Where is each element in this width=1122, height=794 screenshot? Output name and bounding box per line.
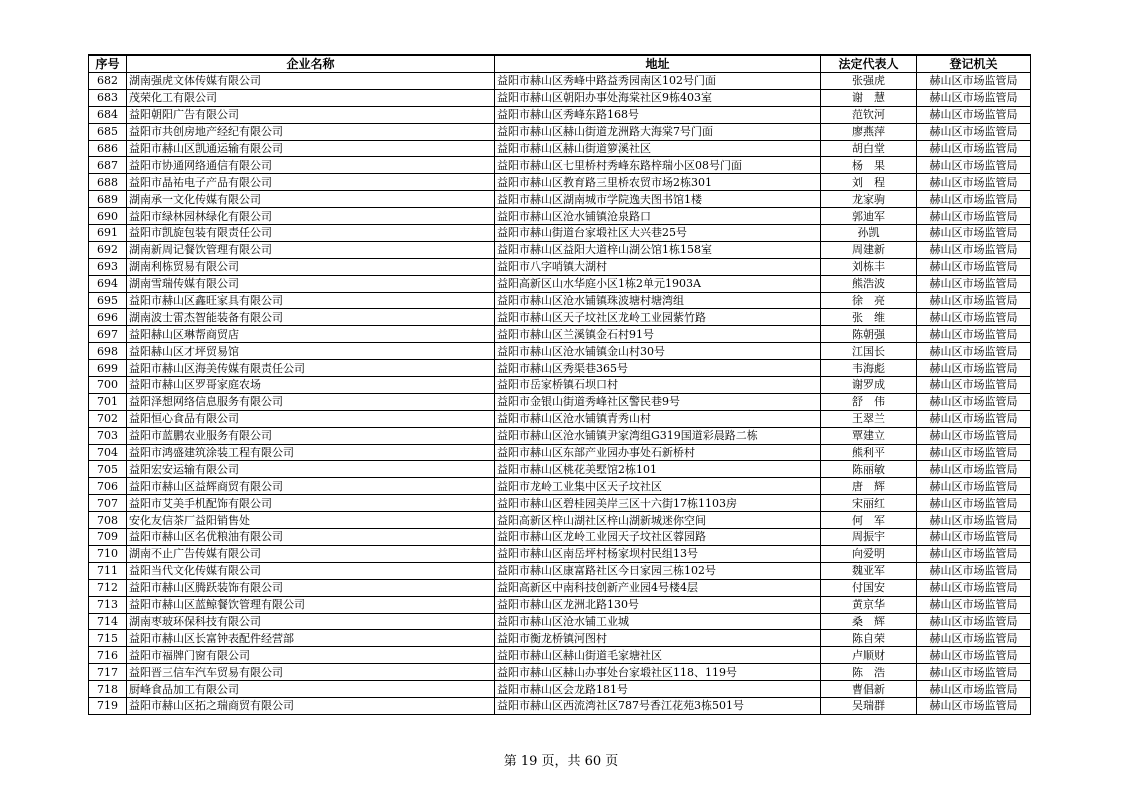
table-row [89, 512, 1031, 529]
company-name-cell: 湖南不止广告传媒有限公司 [127, 545, 495, 562]
serial-cell: 682 [89, 73, 127, 90]
table-row [89, 562, 1031, 579]
authority-cell: 赫山区市场监管局 [917, 191, 1031, 208]
authority-cell: 赫山区市场监管局 [917, 697, 1031, 714]
serial-cell: 697 [89, 326, 127, 343]
authority-cell: 赫山区市场监管局 [917, 241, 1031, 258]
serial-cell: 693 [89, 258, 127, 275]
legal-rep-cell: 桑 辉 [821, 613, 917, 630]
header-row [89, 55, 1031, 73]
serial-cell: 718 [89, 681, 127, 698]
table-row [89, 174, 1031, 191]
authority-cell: 赫山区市场监管局 [917, 393, 1031, 410]
legal-rep-cell: 魏亚军 [821, 562, 917, 579]
company-name-cell: 益阳泽想网络信息服务有限公司 [127, 393, 495, 410]
legal-rep-cell: 黄京华 [821, 596, 917, 613]
table-row [89, 377, 1031, 394]
legal-rep-cell: 唐 辉 [821, 478, 917, 495]
serial-cell: 710 [89, 545, 127, 562]
serial-cell: 688 [89, 174, 127, 191]
legal-rep-cell: 刘栋丰 [821, 258, 917, 275]
authority-cell: 赫山区市场监管局 [917, 89, 1031, 106]
address-cell: 益阳市衡龙桥镇河图村 [495, 630, 821, 647]
legal-rep-cell: 王翠兰 [821, 410, 917, 427]
table-row [89, 545, 1031, 562]
legal-rep-cell: 谢 慧 [821, 89, 917, 106]
header-serial: 序号 [89, 55, 127, 73]
table-row [89, 461, 1031, 478]
legal-rep-cell: 曹倡新 [821, 681, 917, 698]
company-name-cell: 益阳市协通网络通信有限公司 [127, 157, 495, 174]
authority-cell: 赫山区市场监管局 [917, 73, 1031, 90]
table-row [89, 89, 1031, 106]
serial-cell: 699 [89, 360, 127, 377]
legal-rep-cell: 龙家驹 [821, 191, 917, 208]
authority-cell: 赫山区市场监管局 [917, 377, 1031, 394]
table-row [89, 478, 1031, 495]
table-row [89, 309, 1031, 326]
serial-cell: 691 [89, 225, 127, 242]
address-cell: 益阳市金银山街道秀峰社区警民巷9号 [495, 393, 821, 410]
company-name-cell: 益阳市赫山区蓝鲸餐饮管理有限公司 [127, 596, 495, 613]
legal-rep-cell: 廖燕萍 [821, 123, 917, 140]
serial-cell: 698 [89, 343, 127, 360]
legal-rep-cell: 何 军 [821, 512, 917, 529]
legal-rep-cell: 张强虎 [821, 73, 917, 90]
company-name-cell: 茂荣化工有限公司 [127, 89, 495, 106]
table-row [89, 123, 1031, 140]
table-row [89, 73, 1031, 90]
authority-cell: 赫山区市场监管局 [917, 225, 1031, 242]
company-name-cell: 湖南新周记餐饮管理有限公司 [127, 241, 495, 258]
address-cell: 益阳市赫山区赫山街道箩溪社区 [495, 140, 821, 157]
authority-cell: 赫山区市场监管局 [917, 343, 1031, 360]
legal-rep-cell: 熊浩波 [821, 275, 917, 292]
company-name-cell: 益阳市福牌门窗有限公司 [127, 647, 495, 664]
table-row [89, 647, 1031, 664]
table-row [89, 326, 1031, 343]
address-cell: 益阳市赫山区天子坟社区龙岭工业园紫竹路 [495, 309, 821, 326]
legal-rep-cell: 陈自荣 [821, 630, 917, 647]
authority-cell: 赫山区市场监管局 [917, 461, 1031, 478]
company-name-cell: 益阳市赫山区腾跃装饰有限公司 [127, 579, 495, 596]
address-cell: 益阳高新区中南科技创新产业园4号楼4层 [495, 579, 821, 596]
company-name-cell: 益阳赫山区琳帮商贸店 [127, 326, 495, 343]
legal-rep-cell: 覃建立 [821, 427, 917, 444]
serial-cell: 717 [89, 664, 127, 681]
serial-cell: 713 [89, 596, 127, 613]
authority-cell: 赫山区市场监管局 [917, 630, 1031, 647]
company-name-cell: 益阳恒心食品有限公司 [127, 410, 495, 427]
legal-rep-cell: 向爱明 [821, 545, 917, 562]
table-row [89, 157, 1031, 174]
authority-cell: 赫山区市场监管局 [917, 410, 1031, 427]
table-row [89, 343, 1031, 360]
address-cell: 益阳市赫山区沧水铺工业城 [495, 613, 821, 630]
serial-cell: 684 [89, 106, 127, 123]
legal-rep-cell: 陈朝强 [821, 326, 917, 343]
address-cell: 益阳市赫山区西流湾社区787号香江花苑3栋501号 [495, 697, 821, 714]
company-name-cell: 益阳市赫山区益辉商贸有限公司 [127, 478, 495, 495]
company-name-cell: 益阳市赫山区罗哥家庭农场 [127, 377, 495, 394]
legal-rep-cell: 陈 浩 [821, 664, 917, 681]
company-name-cell: 益阳市赫山区海美传媒有限责任公司 [127, 360, 495, 377]
address-cell: 益阳市赫山区沧水铺镇尹家湾组G319国道彩晨路二栋 [495, 427, 821, 444]
table-row [89, 664, 1031, 681]
table-row [89, 529, 1031, 546]
company-name-cell: 益阳市赫山区拓之瑞商贸有限公司 [127, 697, 495, 714]
serial-cell: 719 [89, 697, 127, 714]
company-name-cell: 益阳当代文化传媒有限公司 [127, 562, 495, 579]
address-cell: 益阳市赫山区康富路社区今日家园三栋102号 [495, 562, 821, 579]
company-name-cell: 湖南枣玻环保科技有限公司 [127, 613, 495, 630]
address-cell: 益阳市岳家桥镇石坝口村 [495, 377, 821, 394]
authority-cell: 赫山区市场监管局 [917, 275, 1031, 292]
address-cell: 益阳市龙岭工业集中区天子坟社区 [495, 478, 821, 495]
serial-cell: 707 [89, 495, 127, 512]
serial-cell: 702 [89, 410, 127, 427]
authority-cell: 赫山区市场监管局 [917, 495, 1031, 512]
serial-cell: 689 [89, 191, 127, 208]
table-row [89, 410, 1031, 427]
authority-cell: 赫山区市场监管局 [917, 596, 1031, 613]
company-name-cell: 益阳市赫山区凯通运输有限公司 [127, 140, 495, 157]
authority-cell: 赫山区市场监管局 [917, 326, 1031, 343]
authority-cell: 赫山区市场监管局 [917, 157, 1031, 174]
address-cell: 益阳市赫山区沧水铺镇青秀山村 [495, 410, 821, 427]
company-name-cell: 益阳市晶祐电子产品有限公司 [127, 174, 495, 191]
table-row [89, 681, 1031, 698]
serial-cell: 683 [89, 89, 127, 106]
address-cell: 益阳市赫山区会龙路181号 [495, 681, 821, 698]
address-cell: 益阳市赫山区龙岭工业园天子坟社区蓉园路 [495, 529, 821, 546]
serial-cell: 711 [89, 562, 127, 579]
address-cell: 益阳市赫山区南岳坪村杨家坝村民组13号 [495, 545, 821, 562]
serial-cell: 708 [89, 512, 127, 529]
legal-rep-cell: 卢顺财 [821, 647, 917, 664]
legal-rep-cell: 熊利平 [821, 444, 917, 461]
address-cell: 益阳市八字哨镇大湖村 [495, 258, 821, 275]
company-name-cell: 湖南雪瑞传媒有限公司 [127, 275, 495, 292]
table-row [89, 613, 1031, 630]
legal-rep-cell: 舒 伟 [821, 393, 917, 410]
serial-cell: 692 [89, 241, 127, 258]
table-row [89, 292, 1031, 309]
company-name-cell: 湖南波士雷杰智能装备有限公司 [127, 309, 495, 326]
serial-cell: 712 [89, 579, 127, 596]
address-cell: 益阳高新区梓山湖社区梓山湖新城迷你空间 [495, 512, 821, 529]
authority-cell: 赫山区市场监管局 [917, 174, 1031, 191]
company-name-cell: 益阳市赫山区名优粮油有限公司 [127, 529, 495, 546]
company-name-cell: 益阳市艾美手机配饰有限公司 [127, 495, 495, 512]
company-name-cell: 湖南利栋贸易有限公司 [127, 258, 495, 275]
address-cell: 益阳市赫山区沧水铺镇沧泉路口 [495, 208, 821, 225]
serial-cell: 703 [89, 427, 127, 444]
address-cell: 益阳高新区山水华庭小区1栋2单元1903A [495, 275, 821, 292]
company-name-cell: 益阳市赫山区长富钟表配件经营部 [127, 630, 495, 647]
table-row [89, 258, 1031, 275]
table-row [89, 360, 1031, 377]
company-name-cell: 益阳朝阳广告有限公司 [127, 106, 495, 123]
legal-rep-cell: 陈丽敏 [821, 461, 917, 478]
company-name-cell: 湖南强虎文体传媒有限公司 [127, 73, 495, 90]
serial-cell: 714 [89, 613, 127, 630]
company-name-cell: 湖南承一文化传媒有限公司 [127, 191, 495, 208]
address-cell: 益阳市赫山区赫山街道毛家塘社区 [495, 647, 821, 664]
authority-cell: 赫山区市场监管局 [917, 478, 1031, 495]
address-cell: 益阳市赫山区秀峰中路益秀园南区102号门面 [495, 73, 821, 90]
serial-cell: 715 [89, 630, 127, 647]
legal-rep-cell: 范钦河 [821, 106, 917, 123]
address-cell: 益阳市赫山街道台家塅社区大兴巷25号 [495, 225, 821, 242]
legal-rep-cell: 江国长 [821, 343, 917, 360]
address-cell: 益阳市赫山区教育路三里桥农贸市场2栋301 [495, 174, 821, 191]
authority-cell: 赫山区市场监管局 [917, 427, 1031, 444]
serial-cell: 685 [89, 123, 127, 140]
company-name-cell: 益阳市绿林园林绿化有限公司 [127, 208, 495, 225]
header-company-name: 企业名称 [127, 55, 495, 73]
table-row [89, 275, 1031, 292]
legal-rep-cell: 胡白堂 [821, 140, 917, 157]
company-name-cell: 益阳晋三信车汽车贸易有限公司 [127, 664, 495, 681]
address-cell: 益阳市赫山区益阳大道梓山湖公馆1栋158室 [495, 241, 821, 258]
legal-rep-cell: 徐 亮 [821, 292, 917, 309]
table-row [89, 191, 1031, 208]
authority-cell: 赫山区市场监管局 [917, 647, 1031, 664]
legal-rep-cell: 刘 程 [821, 174, 917, 191]
address-cell: 益阳市赫山区东部产业园办事处石新桥村 [495, 444, 821, 461]
authority-cell: 赫山区市场监管局 [917, 512, 1031, 529]
authority-cell: 赫山区市场监管局 [917, 140, 1031, 157]
table-header [89, 55, 1031, 73]
authority-cell: 赫山区市场监管局 [917, 681, 1031, 698]
address-cell: 益阳市赫山区沧水铺镇金山村30号 [495, 343, 821, 360]
address-cell: 益阳市赫山区沧水铺镇珠波塘村塘湾组 [495, 292, 821, 309]
address-cell: 益阳市赫山区龙洲北路130号 [495, 596, 821, 613]
table-row [89, 444, 1031, 461]
legal-rep-cell: 周振宇 [821, 529, 917, 546]
serial-cell: 686 [89, 140, 127, 157]
header-authority: 登记机关 [917, 55, 1031, 73]
company-name-cell: 益阳宏安运输有限公司 [127, 461, 495, 478]
table-row [89, 208, 1031, 225]
legal-rep-cell: 韦海彪 [821, 360, 917, 377]
table-row [89, 697, 1031, 714]
authority-cell: 赫山区市场监管局 [917, 562, 1031, 579]
address-cell: 益阳市赫山区朝阳办事处海棠社区9栋403室 [495, 89, 821, 106]
header-address: 地址 [495, 55, 821, 73]
serial-cell: 701 [89, 393, 127, 410]
table-row [89, 106, 1031, 123]
legal-rep-cell: 杨 果 [821, 157, 917, 174]
authority-cell: 赫山区市场监管局 [917, 292, 1031, 309]
authority-cell: 赫山区市场监管局 [917, 309, 1031, 326]
authority-cell: 赫山区市场监管局 [917, 529, 1031, 546]
authority-cell: 赫山区市场监管局 [917, 106, 1031, 123]
serial-cell: 704 [89, 444, 127, 461]
legal-rep-cell: 周建新 [821, 241, 917, 258]
legal-rep-cell: 吴瑞群 [821, 697, 917, 714]
company-name-cell: 益阳市凯旋包装有限责任公司 [127, 225, 495, 242]
serial-cell: 687 [89, 157, 127, 174]
page-number: 第 19 页，共 60 页 [503, 754, 619, 769]
address-cell: 益阳市赫山区秀峰东路168号 [495, 106, 821, 123]
company-name-cell: 益阳市蓝鹏农业服务有限公司 [127, 427, 495, 444]
header-legal-rep: 法定代表人 [821, 55, 917, 73]
address-cell: 益阳市赫山区桃花美墅馆2栋101 [495, 461, 821, 478]
address-cell: 益阳市赫山区碧桂园美岸三区十六街17栋1103房 [495, 495, 821, 512]
serial-cell: 694 [89, 275, 127, 292]
address-cell: 益阳市赫山区赫山街道龙洲路大海棠7号门面 [495, 123, 821, 140]
company-name-cell: 益阳赫山区才坪贸易馆 [127, 343, 495, 360]
table-row [89, 495, 1031, 512]
legal-rep-cell: 付国安 [821, 579, 917, 596]
table-row [89, 393, 1031, 410]
table-row [89, 630, 1031, 647]
legal-rep-cell: 郭迪军 [821, 208, 917, 225]
address-cell: 益阳市赫山区湖南城市学院逸夫图书馆1楼 [495, 191, 821, 208]
table-row [89, 427, 1031, 444]
authority-cell: 赫山区市场监管局 [917, 579, 1031, 596]
authority-cell: 赫山区市场监管局 [917, 444, 1031, 461]
authority-cell: 赫山区市场监管局 [917, 123, 1031, 140]
legal-rep-cell: 宋丽红 [821, 495, 917, 512]
serial-cell: 696 [89, 309, 127, 326]
serial-cell: 706 [89, 478, 127, 495]
table-row [89, 140, 1031, 157]
authority-cell: 赫山区市场监管局 [917, 613, 1031, 630]
serial-cell: 705 [89, 461, 127, 478]
authority-cell: 赫山区市场监管局 [917, 664, 1031, 681]
table-row [89, 225, 1031, 242]
serial-cell: 700 [89, 377, 127, 394]
serial-cell: 690 [89, 208, 127, 225]
serial-cell: 709 [89, 529, 127, 546]
authority-cell: 赫山区市场监管局 [917, 360, 1031, 377]
company-name-cell: 益阳市赫山区鑫旺家具有限公司 [127, 292, 495, 309]
address-cell: 益阳市赫山区七里桥村秀峰东路梓瑞小区08号门面 [495, 157, 821, 174]
company-name-cell: 益阳市共创房地产经纪有限公司 [127, 123, 495, 140]
table-row [89, 596, 1031, 613]
serial-cell: 716 [89, 647, 127, 664]
authority-cell: 赫山区市场监管局 [917, 258, 1031, 275]
table-body [89, 73, 1031, 715]
company-name-cell: 安化友信茶厂益阳销售处 [127, 512, 495, 529]
legal-rep-cell: 孙凯 [821, 225, 917, 242]
company-registry-table [88, 54, 1031, 715]
table-row [89, 241, 1031, 258]
address-cell: 益阳市赫山区兰溪镇金石村91号 [495, 326, 821, 343]
table-row [89, 579, 1031, 596]
legal-rep-cell: 谢罗成 [821, 377, 917, 394]
company-name-cell: 厨峰食品加工有限公司 [127, 681, 495, 698]
serial-cell: 695 [89, 292, 127, 309]
address-cell: 益阳市赫山区赫山办事处台家塅社区118、119号 [495, 664, 821, 681]
company-name-cell: 益阳市鸿盛建筑涂装工程有限公司 [127, 444, 495, 461]
address-cell: 益阳市赫山区秀渠巷365号 [495, 360, 821, 377]
authority-cell: 赫山区市场监管局 [917, 545, 1031, 562]
authority-cell: 赫山区市场监管局 [917, 208, 1031, 225]
legal-rep-cell: 张 维 [821, 309, 917, 326]
